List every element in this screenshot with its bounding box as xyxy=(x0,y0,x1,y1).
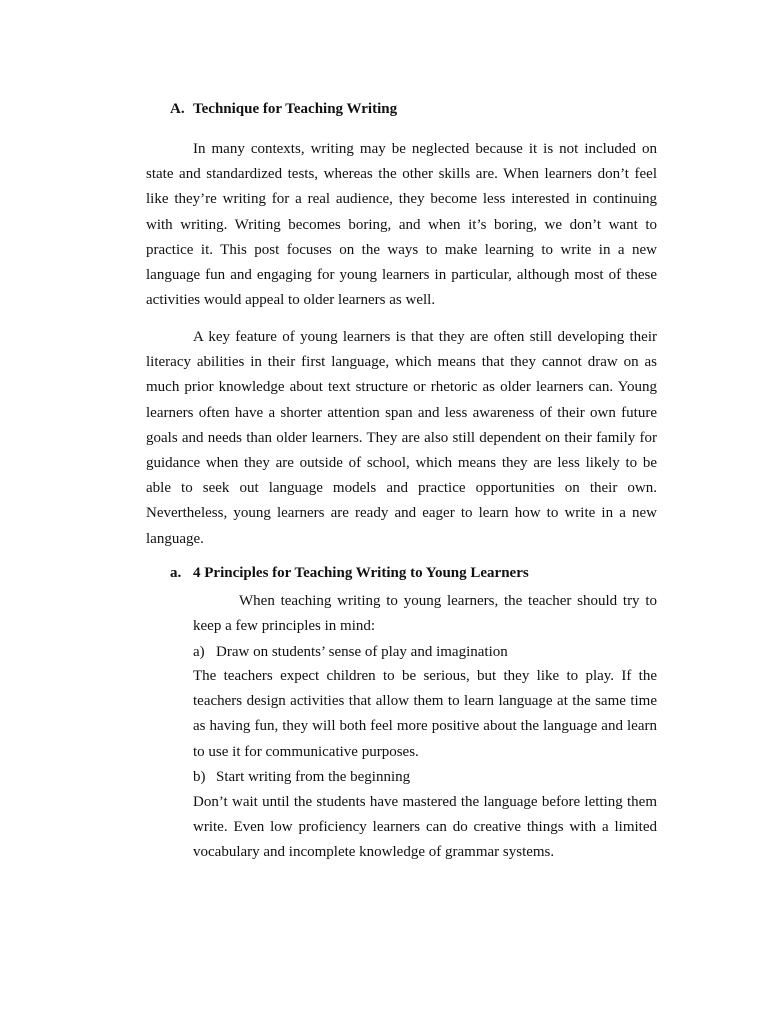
section-title: Technique for Teaching Writing xyxy=(193,101,398,117)
section-heading xyxy=(170,101,397,118)
section-marker: A. xyxy=(170,101,185,117)
principle-title: Draw on students’ sense of play and imagination xyxy=(216,644,508,660)
principle-marker: a) xyxy=(193,644,205,660)
principle-marker: b) xyxy=(193,769,206,785)
principle-item-heading xyxy=(193,640,657,665)
principle-item-heading xyxy=(193,765,657,790)
subsection-heading xyxy=(170,565,529,582)
principle-body: The teachers expect children to be serious, but they like to play. If the teachers design activities that allow them to learn language at the same time as having fun, they will both feel more positive about the language and learn to use it for communicative purposes. xyxy=(193,668,657,760)
subsection-marker: a. xyxy=(170,565,182,581)
body-paragraph-2: A key feature of young learners is that they are often still developing their literacy abilities in their first language, which means that they cannot draw on as much prior knowledge about text structure or rhetoric as older learners can. Young learners often have a shorter attention span and less awareness of their own future goals and needs than older learners. They are also still dependent on their family for guidance when they are outside of school, which means they are less likely to be able to seek out language models and practice opportunities on their own. Nevertheless, young learners are ready and eager to learn how to write in a new language. xyxy=(146,329,657,547)
principle-title: Start writing from the beginning xyxy=(216,769,411,785)
subsection-title: 4 Principles for Teaching Writing to Young Learners xyxy=(193,565,529,581)
body-paragraph-1: In many contexts, writing may be neglected because it is not included on state and standardized tests, whereas the other skills are. When learners don’t feel like they’re writing for a real audience, they become less interested in continuing with writing. Writing becomes boring, and when it’s boring, we don’t want to practice it. This post focuses on the ways to make learning to write in a new language fun and engaging for young learners in particular, although most of these activities would appeal to older learners as well. xyxy=(146,141,657,309)
principle-body: Don’t wait until the students have mastered the language before letting them write. Even low proficiency learners can do creative things with a limited vocabulary and incomplete knowledge of grammar systems. xyxy=(193,794,657,861)
subsection-intro: When teaching writing to young learners, the teacher should try to keep a few principles in mind: xyxy=(193,593,657,635)
